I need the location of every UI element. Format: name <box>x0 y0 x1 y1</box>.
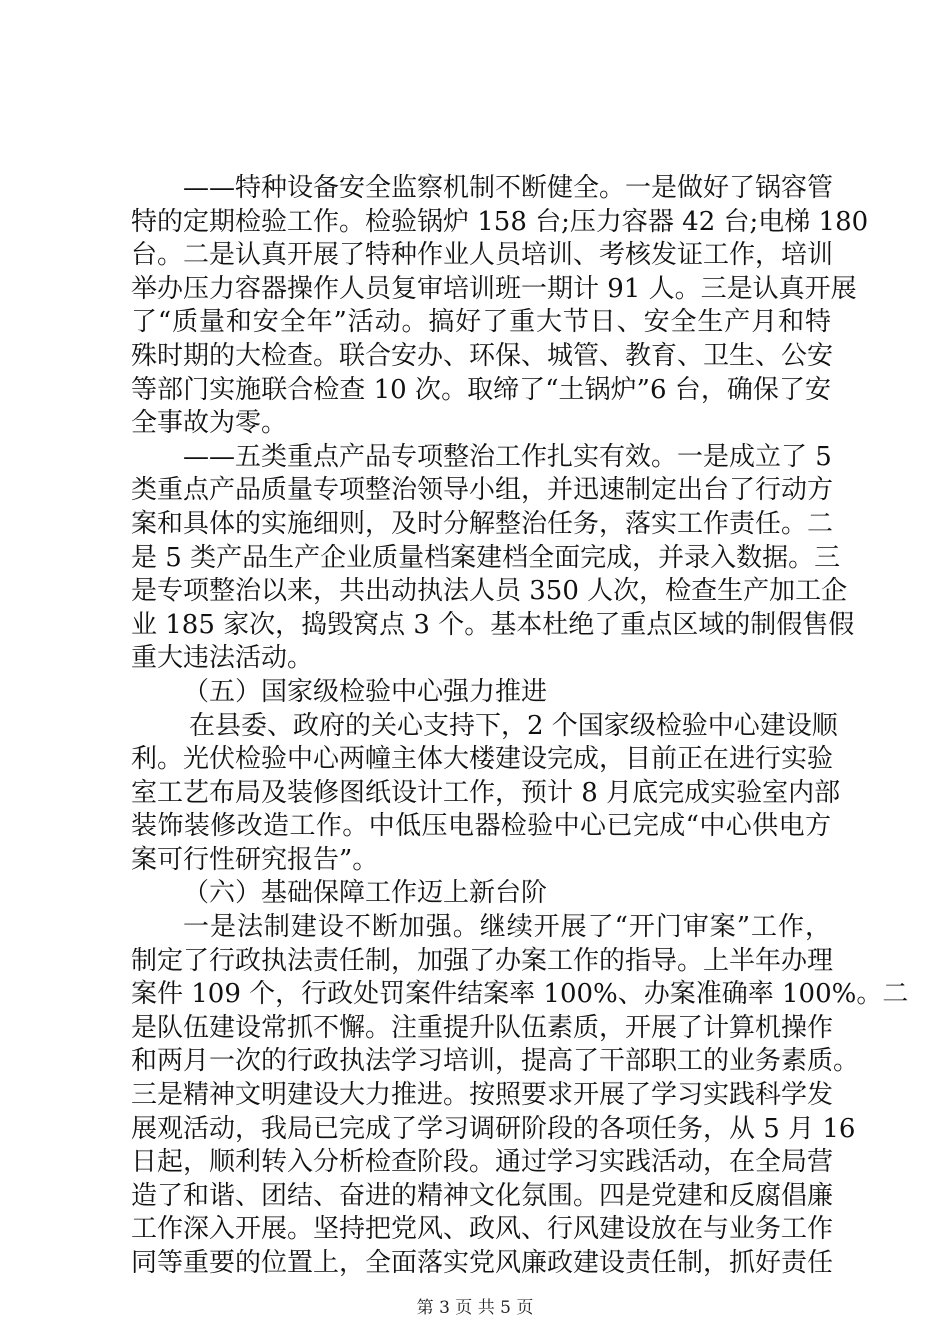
text-line: 展观活动，我局已完成了学习调研阶段的各项任务，从 5 月 16 <box>131 1113 856 1144</box>
text-line: 制定了行政执法责任制，加强了办案工作的指导。上半年办理 <box>131 945 834 976</box>
text-line: ——特种设备安全监察机制不断健全。一是做好了锅容管 <box>183 173 834 203</box>
text-line: （五）国家级检验中心强力推进 <box>183 676 548 707</box>
text-line: 一是法制建设不断加强。继续开展了“开门审案”工作， <box>183 912 831 943</box>
text-line: 同等重要的位置上，全面落实党风廉政建设责任制，抓好责任 <box>131 1248 834 1278</box>
text-line: 是 5 类产品生产企业质量档案建档全面完成，并录入数据。三 <box>131 542 841 573</box>
text-line: 特的定期检验工作。检验锅炉 158 台;压力容器 42 台;电梯 180 <box>131 206 869 237</box>
text-line: 工作深入开展。坚持把党风、政风、行风建设放在与业务工作 <box>131 1214 834 1245</box>
text-line: 重大违法活动。 <box>131 643 314 674</box>
body-text <box>131 172 909 1281</box>
text-line: 在县委、政府的关心支持下，2 个国家级检验中心建设顺 <box>189 710 838 741</box>
text-line: ——五类重点产品专项整治工作扎实有效。一是成立了 5 <box>183 441 832 472</box>
text-line: 举办压力容器操作人员复审培训班一期计 91 人。三是认真开展 <box>131 273 857 304</box>
text-line: 三是精神文明建设大力推进。按照要求开展了学习实践科学发 <box>131 1080 834 1111</box>
text-line: 日起，顺利转入分析检查阶段。通过学习实践活动，在全局营 <box>131 1147 834 1178</box>
text-line: 等部门实施联合检查 10 次。取缔了“土锅炉”6 台，确保了安 <box>131 374 831 405</box>
text-line: 台。二是认真开展了特种作业人员培训、考核发证工作，培训 <box>131 240 834 271</box>
page-footer: 第 3 页 共 5 页 <box>416 1298 534 1318</box>
text-line: 是专项整治以来，共出动执法人员 350 人次，检查生产加工企 <box>131 576 848 607</box>
text-line: （六）基础保障工作迈上新台阶 <box>183 878 548 909</box>
text-line: 案和具体的实施细则，及时分解整治任务，落实工作责任。二 <box>131 508 834 539</box>
text-line: 了“质量和安全年”活动。搞好了重大节日、安全生产月和特 <box>131 307 831 338</box>
text-line: 全事故为零。 <box>131 408 288 439</box>
text-line: 类重点产品质量专项整治领导小组，并迅速制定出台了行动方 <box>131 475 834 506</box>
text-line: 利。光伏检验中心两幢主体大楼建设完成，目前正在进行实验 <box>131 744 834 775</box>
text-line: 案件 109 个，行政处罚案件结案率 100%、办案准确率 100%。二 <box>131 979 909 1010</box>
text-line: 装饰装修改造工作。中低压电器检验中心已完成“中心供电方 <box>131 811 831 842</box>
text-line: 室工艺布局及装修图纸设计工作，预计 8 月底完成实验室内部 <box>131 777 841 808</box>
text-line: 是队伍建设常抓不懈。注重提升队伍素质，开展了计算机操作 <box>131 1012 834 1043</box>
text-line: 案可行性研究报告”。 <box>131 844 379 875</box>
text-line: 和两月一次的行政执法学习培训，提高了干部职工的业务素质。 <box>131 1046 860 1077</box>
text-line: 造了和谐、团结、奋进的精神文化氛围。四是党建和反腐倡廉 <box>131 1180 834 1211</box>
text-line: 业 185 家次，捣毁窝点 3 个。基本杜绝了重点区域的制假售假 <box>131 609 855 640</box>
text-line: 殊时期的大检查。联合安办、环保、城管、教育、卫生、公安 <box>131 340 834 371</box>
